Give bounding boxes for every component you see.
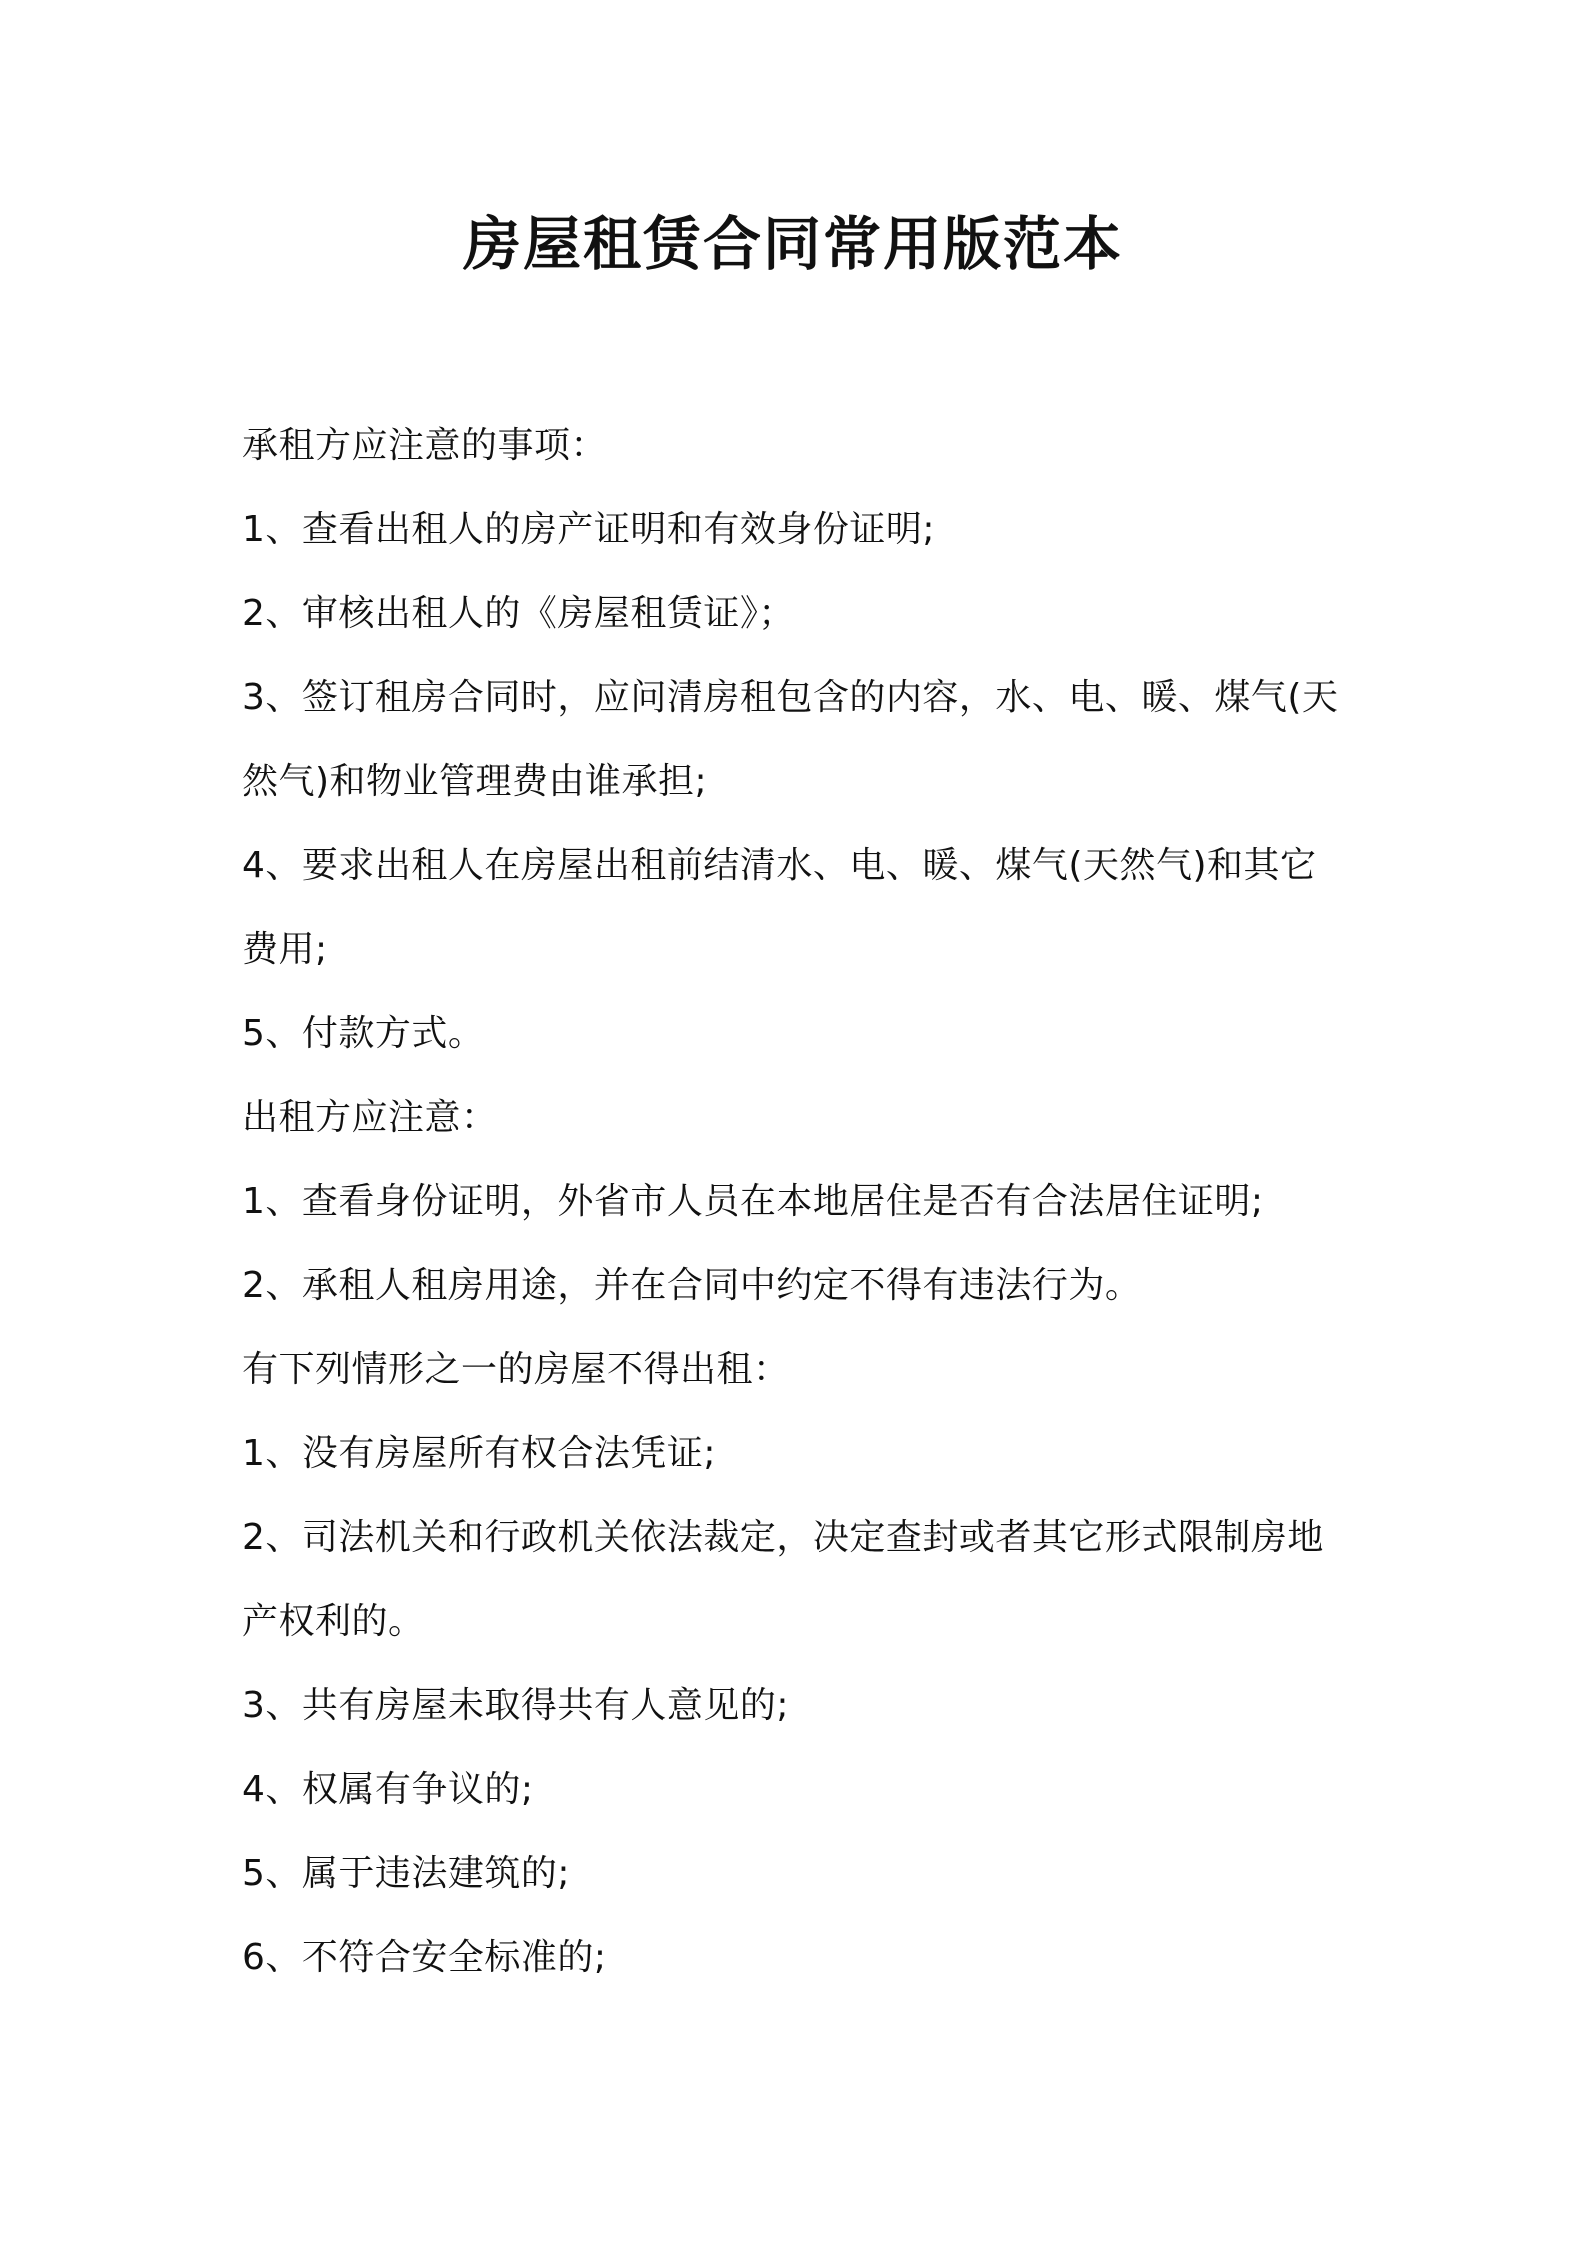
tenant-note-3-line-2: 然气)和物业管理费由谁承担; (242, 761, 708, 802)
no-rent-condition-6: 6、不符合安全标准的; (242, 1937, 607, 1978)
tenant-notes-heading: 承租方应注意的事项： (242, 425, 608, 466)
no-rent-condition-5: 5、属于违法建筑的; (242, 1853, 571, 1894)
tenant-note-2: 2、审核出租人的《房屋租赁证》； (242, 593, 795, 634)
no-rent-condition-2-line-1: 2、司法机关和行政机关依法裁定，决定查封或者其它形式限制房地 (242, 1517, 1324, 1558)
document-body (242, 404, 1372, 2000)
landlord-notes-heading: 出租方应注意： (242, 1097, 498, 1138)
document-title: 房屋租赁合同常用版范本 (462, 210, 1123, 278)
tenant-note-5: 5、付款方式。 (242, 1013, 485, 1054)
no-rent-condition-2-line-2: 产权利的。 (242, 1601, 425, 1642)
landlord-note-1: 1、查看身份证明，外省市人员在本地居住是否有合法居住证明; (242, 1181, 1264, 1222)
tenant-note-3-line-1: 3、签订租房合同时，应问清房租包含的内容，水、电、暖、煤气(天 (242, 677, 1339, 718)
no-rent-condition-1: 1、没有房屋所有权合法凭证; (242, 1433, 717, 1474)
tenant-note-1: 1、查看出租人的房产证明和有效身份证明; (242, 509, 936, 550)
tenant-note-4-line-1: 4、要求出租人在房屋出租前结清水、电、暖、煤气(天然气)和其它 (242, 845, 1317, 886)
no-rent-condition-4: 4、权属有争议的; (242, 1769, 534, 1810)
no-rent-conditions-heading: 有下列情形之一的房屋不得出租： (242, 1349, 790, 1390)
landlord-note-2: 2、承租人租房用途，并在合同中约定不得有违法行为。 (242, 1265, 1142, 1306)
no-rent-condition-3: 3、共有房屋未取得共有人意见的; (242, 1685, 790, 1726)
tenant-note-4-line-2: 费用; (242, 929, 328, 970)
